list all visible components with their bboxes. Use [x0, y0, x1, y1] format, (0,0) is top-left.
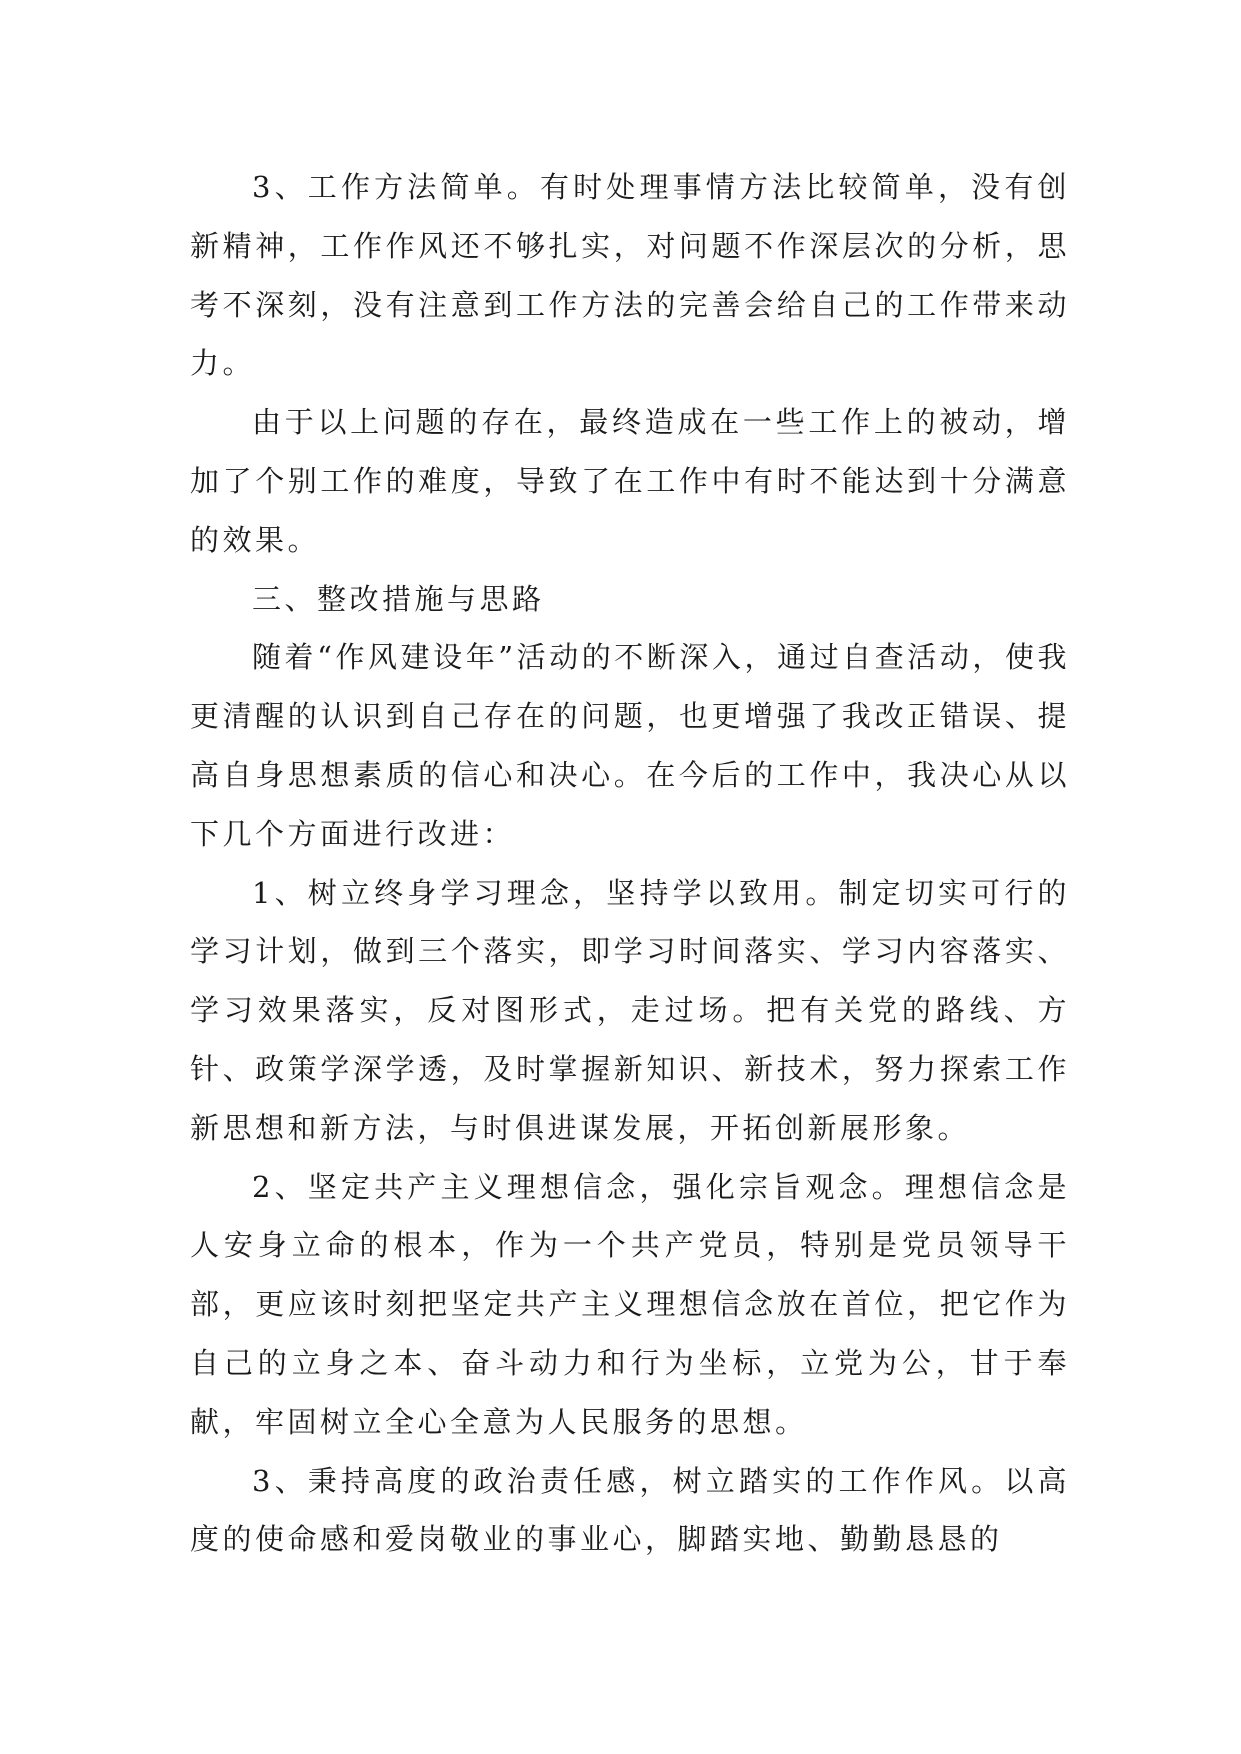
paragraph-measure-1: 1、树立终身学习理念，坚持学以致用。制定切实可行的学习计划，做到三个落实，即学习时间落实、学习内容落实、学习效果落实，反对图形式，走过场。把有关党的路线、方针、政策学深学透，及时掌握新知识、新技术，努力探索工作新思想和新方法，与时俱进谋发展，开拓创新展形象。: [190, 875, 1070, 1145]
paragraph-work-method: 3、工作方法简单。有时处理事情方法比较简单，没有创新精神，工作作风还不够扎实，对问题不作深层次的分析，思考不深刻，没有注意到工作方法的完善会给自己的工作带来动力。: [190, 170, 1070, 381]
paragraph-introduction: 随着“作风建设年”活动的不断深入，通过自查活动，使我更清醒的认识到自己存在的问题，也更增强了我改正错误、提高自身思想素质的信心和决心。在今后的工作中，我决心从以下几个方面进行改进：: [190, 640, 1070, 851]
document-body: [190, 158, 1070, 1569]
paragraph-measure-3: 3、秉持高度的政治责任感，树立踏实的工作作风。以高度的使命感和爱岗敬业的事业心，脚踏实地、勤勤恳恳的: [190, 1463, 1070, 1557]
section-heading-rectification: 三、整改措施与思路: [252, 581, 545, 616]
paragraph-consequence: 由于以上问题的存在，最终造成在一些工作上的被动，增加了个别工作的难度，导致了在工作中有时不能达到十分满意的效果。: [190, 405, 1070, 557]
paragraph-measure-2: 2、坚定共产主义理想信念，强化宗旨观念。理想信念是人安身立命的根本，作为一个共产党员，特别是党员领导干部，更应该时刻把坚定共产主义理想信念放在首位，把它作为自己的立身之本、奋斗动力和行为坐标，立党为公，甘于奉献，牢固树立全心全意为人民服务的思想。: [190, 1169, 1070, 1439]
